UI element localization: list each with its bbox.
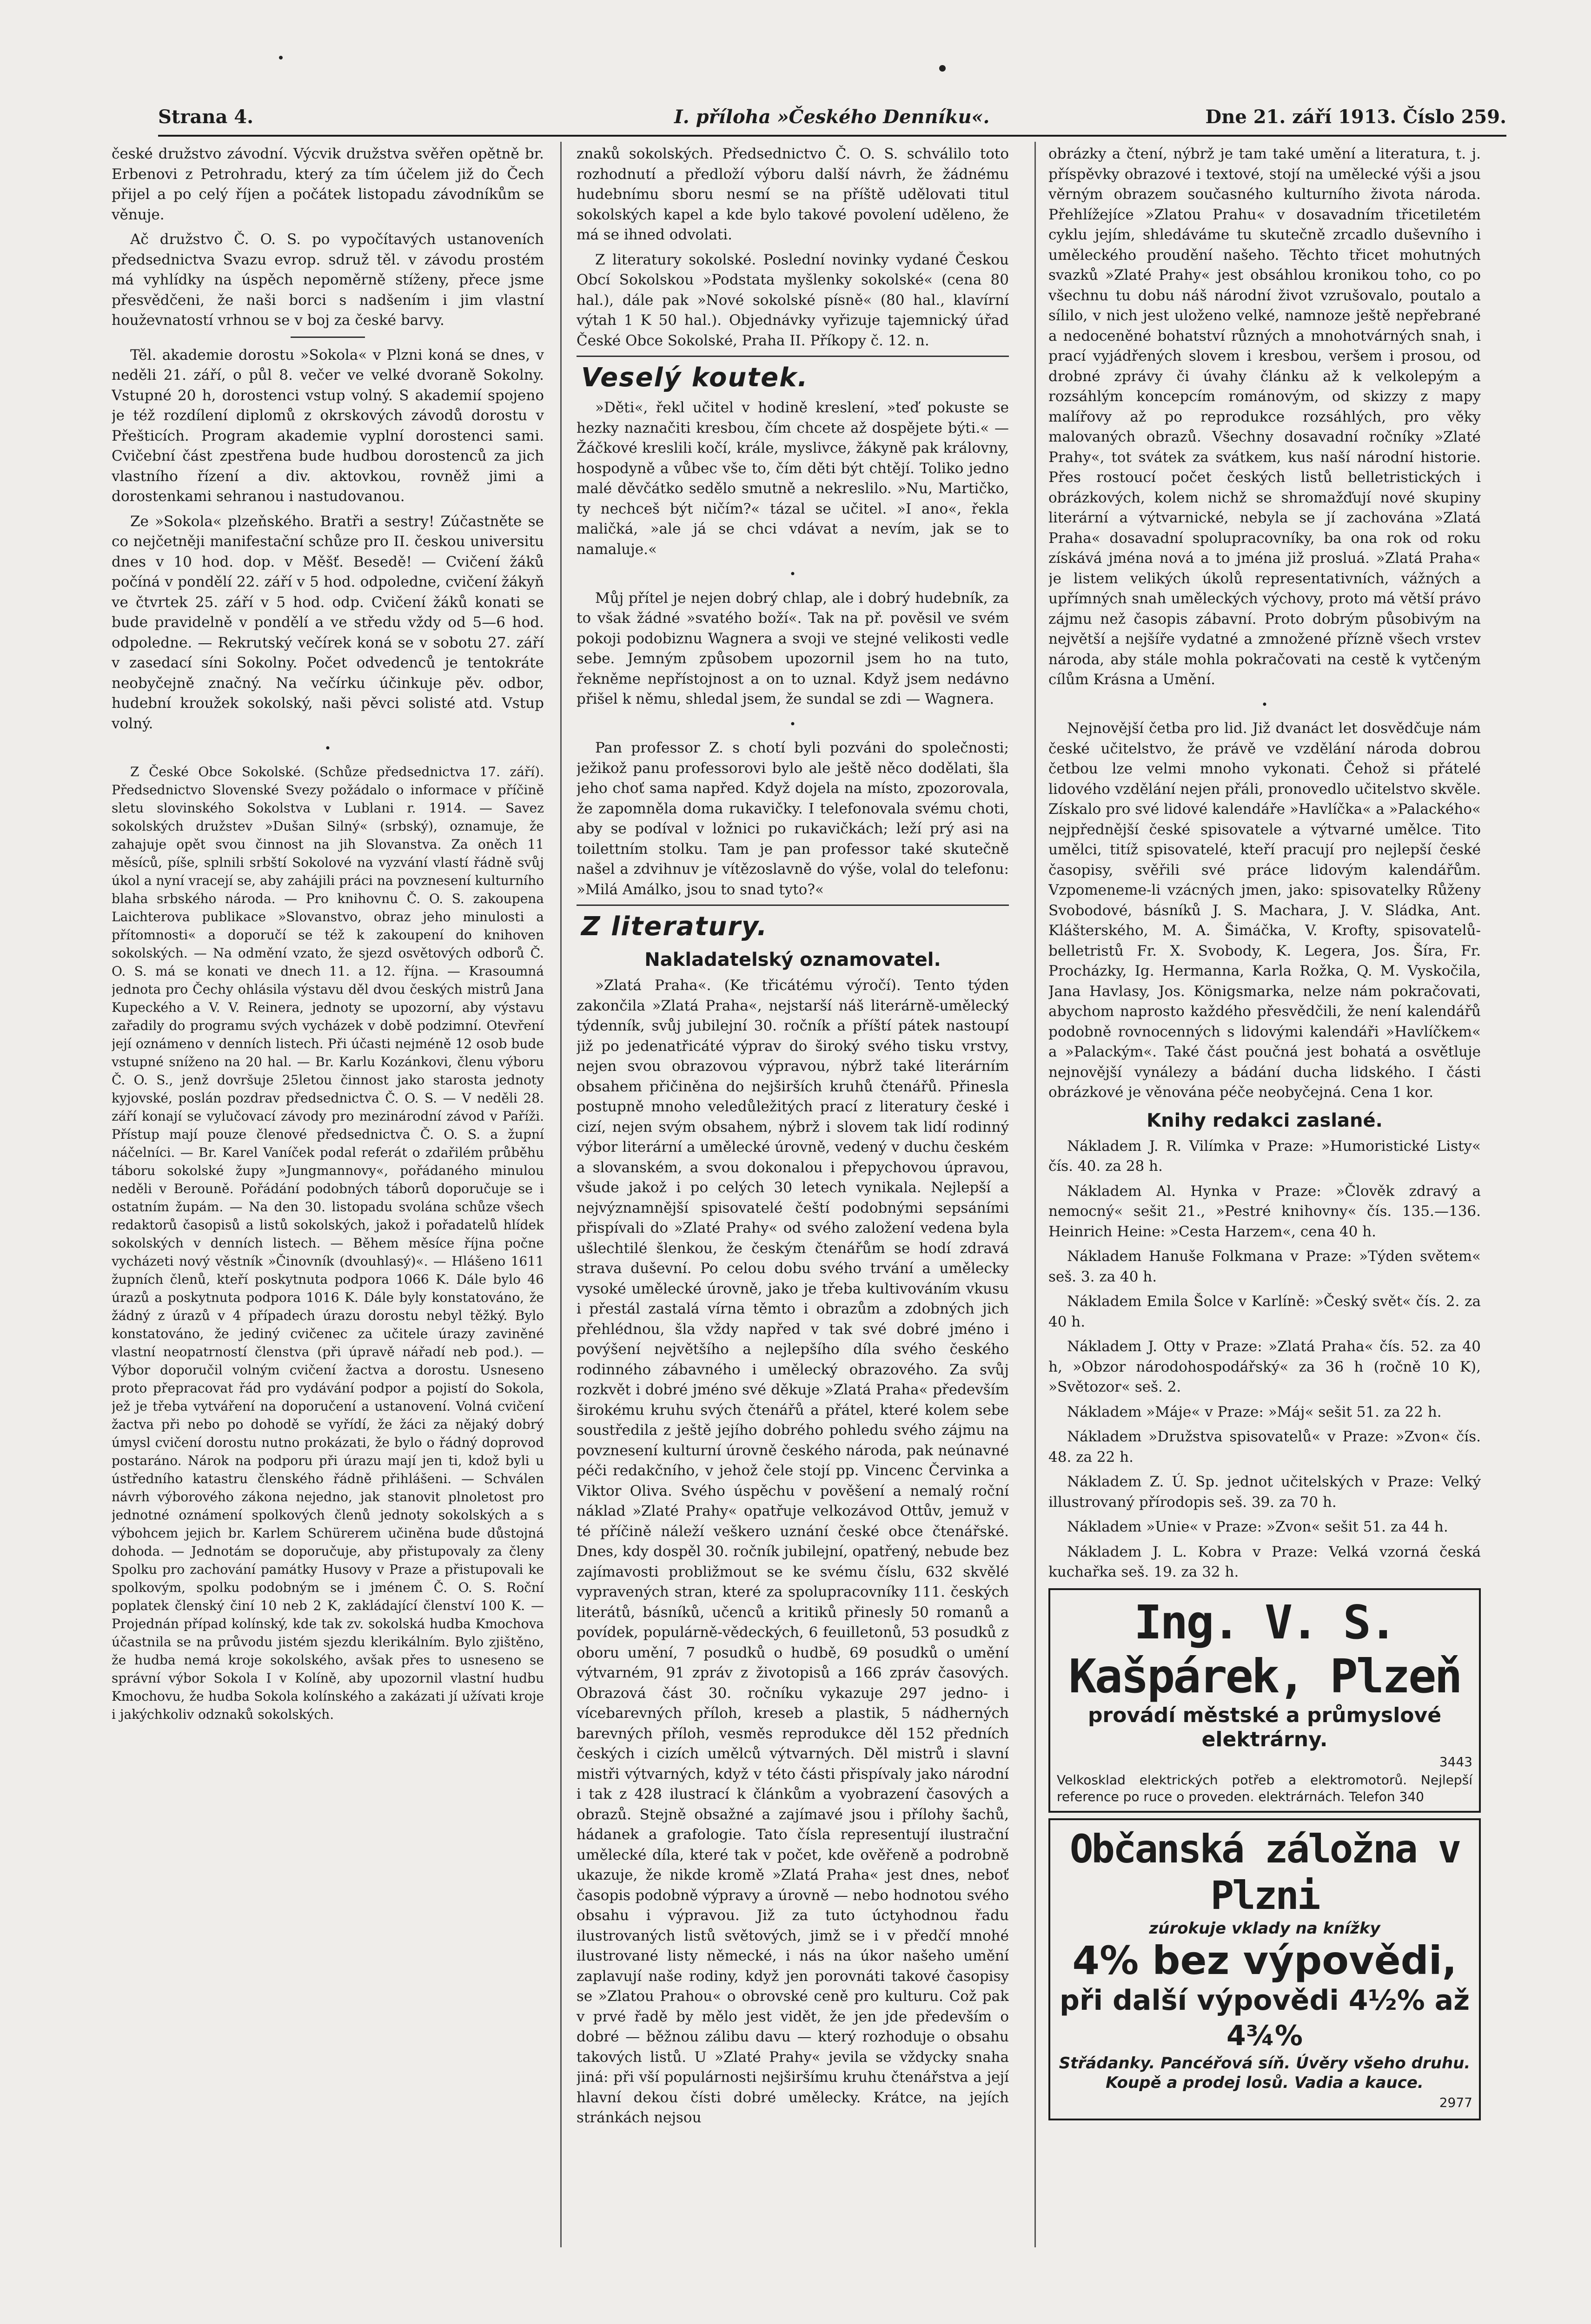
print-speck	[279, 56, 283, 59]
book-entry: Nákladem J. R. Vilímka v Praze: »Humoristické Listy« čís. 40. za 28 h.	[1048, 1137, 1481, 1175]
separator-dot: •	[789, 568, 796, 581]
separator	[291, 337, 365, 338]
separator-dot: •	[324, 742, 331, 755]
article-paragraph: obrázky a čtení, nýbrž je tam také umění a literatura, t. j. příspěvky obrazové i textové, stojí na umělecké výši a jsou věrným obrazem současného kulturního života národa. Přehlížejíce »Zlatou Prahu« v dosavadním třicetiletém cyklu jejím, shledáváme tu skutečně zrcadlo duševního i uměleckého proudění našeho. Těchto třicet mohutných svazků »Zlaté Prahy« jest obsáhlou kronikou toho, co po všechnu tu dobu náš národní život vzrušovalo, poutalo a sílilo, v nich jest uloženo velké, namnoze ještě nepřebrané a nedoceněné bohatství různých a mnohotvárných snah, i prací vyjádřených slovem i kresbou, veršem i prosou, od drobné zprávy či úvahy článku až k velkolepým a rozsáhlým koncepcím románovým, od skizzy z mapy malířovy až po reprodukce rozsáhlých, pro věky malovaných obrazů. Všechny dosavadní ročníky »Zlaté Prahy«, tot svátek za svátkem, kus naší národní historie. Přes rostoucí počet českých listů belletristických i obrázkových, kolem nichž se shromažďují nové skupiny literární a výtvarnické, nebyla se jí zachována »Zlatá Praha« dosavadní spolupracovníky, ba ona rok od roku získává jména nová a to jména již prosluá. »Zlatá Praha« je listem velikých úkolů representativních, vážných a upřímných snah uměleckých výchovy, proto má větší právo zájmu než časopis zábavní. Proto dobrým působivým na největší a nejšíře vydatné a zmnožené přízně všech vrstev národa, aby stále mohla pokračovati na cestě k vytčeným cílům Krásna a Umění.	[1048, 145, 1481, 688]
joke-paragraph: »Děti«, řekl učitel v hodině kreslení, »teď pokuste se hezky naznačiti kresbou, čím chcete až dospějete býti.« — Žáčkové kreslili kočí, krále, myslivce, žákyně pak královny, hospodyně a vůbec vše to, čím děti být chtějí. Toliko jedno malé děvčátko sedělo smutně a nekreslilo. »Nu, Martičko, ty nechceš být ničím?« tázal se učitel. »I ano«, řekla maličká, »ale já se chci vdávat a nevím, jak se to namaluje.«	[577, 399, 1009, 558]
separator-dot: •	[1261, 698, 1268, 711]
book-entry: Nákladem J. Otty v Praze: »Zlatá Praha« čís. 52. za 40 h, »Obzor národohospodářský« za 36 h (ročně 10 K), »Světozor« seš. 2.	[1048, 1338, 1481, 1395]
column-1	[112, 144, 544, 2236]
ad-line: zúrokuje vklady na knížky	[1149, 1919, 1380, 1938]
section-heading: Z literatury.	[581, 911, 768, 942]
column-divider	[1034, 142, 1036, 2247]
book-entry: Nákladem Al. Hynka v Praze: »Člověk zdravý a nemocný« sešit 21., »Pestré knihovny« čís. 135.—136. Heinrich Heine: »Cesta Harzem«, cena 40 h.	[1048, 1182, 1481, 1240]
article-paragraph: »Zlatá Praha«. (Ke třicátému výročí). Tento týden zakončila »Zlatá Praha«, nejstarší náš literárně-umělecký týdenník, svůj jubilejní 30. ročník a příští pátek nastoupí již po jedenatřicáté výprav do široký svého tisku vrstvy, nejen svou obrazovou výpravou, nýbrž také literárním obsahem přičiněna do nejširších kruhů čtenářů. Přinesla postupně mnoho veledůležitých prací z literatury české i cizí, nejen svým obsahem, nýbrž i slovem tak lidí rodinný výbor literární a umělecké úrovně, vedený v duchu českém a slovanském, a svou dokonalou i přepychovou úpravou, všude jakož i po celých 30 letech vynikala. Nejlepší a nejvýznamnější spisovatelé čeští podobnými sepsáními přispívali do »Zlaté Prahy« od svého založení vedena byla ušlechtilé šlenkou, že českým čtenářům se hodí zdravá strava duševní. Po celou dobu svého trvání a umělecky vysoké umělecké úrovně, jako je třeba kultivováním vkusu i přestál zastalá vírna těmto i obrazům a zdobných jich přehlédnou, šla vždy napřed v tak své dobré jméno i povýšení největšího a nejlepšího díla svého českého rodinného zábavného i umělecký obrazového. Za svůj rozkvět i dobré jméno své děkuje »Zlatá Praha« především širokému kruhu svých čtenářů a přátel, které kolem sebe soustředila z ještě jejího dobrého pohledu svého zájmu na povznesení kulturní úrovně českého národa, pak neúnavné péči redakčního, v jehož čele stojí pp. Vincenc Červinka a Viktor Oliva. Svého úspěchu v pověšení a nemalý roční náklad »Zlaté Prahy« opatřuje velkozávod Ottův, jemuž v té příčině náleží veškero uznání české obce čtenářské. Dnes, kdy dospěl 30. ročník jubilejní, opatřený, nebude bez zajímavosti probližmout se ke svému číslu, 632 skvělé vypravených stran, které za spolupracovníky 111. českých literátů, básníků, učenců a kritiků přinesly 50 romanů a povídek, populárně-vědeckých, 6 feuilletonů, 53 posudků z oboru umění, 7 posudků o hudbě, 69 posudků o umění výtvarném, 91 zpráv z životopisů a 166 zpráv časových. Obrazová část 30. ročníku vykazuje 297 jedno- i vícebarevných příloh, kreseb a plastik, 5 nádherných barevných příloh, vesměs reprodukce děl 152 předních českých i cizích umělců výtvarných. Děl mistrů i slavní mistři výtvarných, když v této části přispívaly jako národní i tak z 428 ilustrací k článkům a vyobrazení časových a obrazů. Stejně obsažné a zajímavé jsou i přílohy šachů, hádanek a grafologie. Tato čísla representují ilustrační umělecké díla, které tak v počet, kde ověřeně a podrobně ukazuje, že nikde kromě »Zlatá Praha« jest dnes, neboť časopis podobně výpravy a úrovně — nebo hodnotou svého obsahu i výpravou. Již za tuto úctyhodnou řadu ilustrovaných listů světových, jimž se i v předčí mnohé ilustrované listy německé, i nás na úkor našeho umění zaplavují naše rodiny, když jen porovnáti takové časopisy se »Zlatou Prahou« o obrovské ceně pro kulturu. Což pak v prvé řadě by mělo jest vidět, že jen jde především o dobré — běžnou zálibu davu — který rozhoduje o obsahu takových listů. U »Zlaté Prahy« jevila se vždycky snaha jiná: při vší populárnosti nejširšímu kruhu čtenářstva a její hlavní dekou čísti dobré umělecky. Krátce, na jejích stránkách nejsou	[577, 977, 1009, 2126]
section-heading: Veselý koutek.	[581, 363, 809, 393]
advertisement-kasparek	[1048, 1588, 1481, 1813]
article-paragraph: znaků sokolských. Předsednictvo Č. O. S. schválilo toto rozhodnutí a předloží výboru další návrh, že žádnému hudebnímu sboru nesmí se na příště udělovati titul sokolských kapel a kde bylo takové povolení uděleno, že má se ihned odvolati.	[577, 145, 1009, 243]
ad-title: Občanská záložna v Plzni	[1069, 1826, 1460, 1918]
section-subheading: Nakladatelský oznamovatel.	[644, 949, 941, 971]
ad-number: 2977	[1439, 2095, 1472, 2110]
book-entry: Nákladem Z. Ú. Sp. jednot učitelských v Praze: Velký illustrovaný přírodopis seš. 39. za 70 h.	[1048, 1473, 1481, 1511]
ad-number: 3443	[1439, 1754, 1472, 1769]
column-divider	[560, 142, 562, 2247]
book-entry: Nákladem »Máje« v Praze: »Máj« sešit 51. za 22 h.	[1067, 1403, 1442, 1420]
print-speck	[939, 65, 946, 72]
column-2	[577, 144, 1009, 2236]
article-paragraph: české družstvo závodní. Výcvik družstva svěřen opětně br. Erbenovi z Petrohradu, který za tím účelem již do Čech přijel a po celý říjen a počátek listopadu závodníkům se věnuje.	[112, 145, 544, 223]
separator	[577, 905, 1009, 906]
joke-paragraph: Můj přítel je nejen dobrý chlap, ale i dobrý hudebník, za to však žádné »svatého boží«. Tak na př. pověsil ve svém pokoji podobiznu Wagnera a svoji ve stejné velikosti vedle sebe. Jemným způsobem upozornil jsem ho na tuto, řekněme nepřístojnost a on to uznal. Když jsem nedávno přišel k němu, shledal jsem, že sundal se zdi — Wagnera.	[577, 589, 1009, 707]
book-entry: Nákladem »Družstva spisovatelů« v Praze: »Zvon« čís. 48. za 22 h.	[1048, 1428, 1481, 1466]
joke-paragraph: Pan professor Z. s chotí byli pozváni do společnosti; ježikož panu professorovi bylo ale ještě něco dodělati, šla jeho choť sama napřed. Když dojela na místo, zpozorovala, že zapomněla doma rukavičky. I telefonovala svému choti, aby se podíval v ložnici po rukavičkách; leží prý asi na toilettním stolku. Tam je pan professor také skutečně našel a zdvihnuv je vítězoslavně do výše, volal do telefonu: »Milá Amálko, jsou to snad tyto?«	[577, 739, 1009, 898]
book-entry: Nákladem Hanuše Folkmana v Praze: »Týden světem« seš. 3. za 40 h.	[1048, 1248, 1481, 1285]
separator	[577, 356, 1009, 357]
page-number: Strana 4.	[158, 106, 254, 128]
separator-dot: •	[789, 717, 796, 731]
ad-subtitle: provádí městské a průmyslové elektrárny.	[1087, 1703, 1442, 1751]
article-paragraph: Těl. akademie dorostu »Sokola« v Plzni koná se dnes, v neděli 21. září, o půl 8. večer ve velké dvoraně Sokolny. Vstupné 20 h, dorostenci vstup volný. S akademií spojeno je též rozdílení diplomů z okrskových závodů dorostu v Přešticích. Program akademie vyplní dorostenci sami. Cvičební část zpestřena bude hudbou dorostenců za jich vlastního řízení a div. aktovkou, rovněž jimi a dorostenkami sehranou i nastudovanou.	[112, 346, 544, 505]
article-paragraph: Ze »Sokola« plzeňského. Bratři a sestry! Zúčastněte se co nejčetněji manifestační schůze pro II. českou universitu dnes v 10 hod. dop. v Měšť. Besedě! — Cvičení žáků počíná v pondělí 22. září v 5 hod. odpoledne, cvičení žákyň ve čtvrtek 25. září v 5 hod. odp. Cvičení žáků konati se bude pravidelně v pondělí a ve středu vždy od 5—6 hod. odpoledne. — Rekrutský večírek koná se v sobotu 27. září v zasedací síni Sokolny. Počet odvedenců je tentokráte neobyčejně značný. Na večírku účinkuje pěv. odbor, hudební kroužek sokolský, naši pěvci solisté atd. Vstup volný.	[112, 513, 544, 732]
ad-rate-secondary: při další výpovědi 4½% až 4¾%	[1059, 1984, 1470, 2052]
supplement-title: I. příloha »Českého Denníku«.	[674, 106, 990, 128]
header-rule	[158, 135, 1506, 137]
article-paragraph: Z České Obce Sokolské. (Schůze předsednictva 17. září). Předsednictvo Slovenské Svezy požádalo o informace v příčině sletu slovinského Sokolstva v Lublani r. 1914. — Savez sokolských družstev »Dušan Silný« (srbský), oznamuje, že zahajuje opět svou činnost na jih Slovanstva. Za oněch 11 měsíců, píše, splnili srbští Sokolové na vyzvání vlastí řádně svůj úkol a nyní vracejí se, aby zahájili práci na povznesení kulturního blaha srbského národa. — Pro knihovnu Č. O. S. zakoupena Laichterova publikace »Slovanstvo, obraz jeho minulosti a přítomnosti« a doporučí se též k zakoupení do knihoven sokolských. — Na odmění vzato, že sjezd osvětových odborů Č. O. S. má se konati ve dnech 11. a 12. října. — Krasoumná jednota pro Čechy ohlásila výstavu děl dvou českých mistrů Jana Kupeckého a V. V. Reinera, jednoty se upozorní, aby výstavu zařadily do programu svých vycházek v době podzimní. Otevření její oznámeno v denních listech. Při účasti nejméně 12 osob bude vstupné sníženo na 20 hal. — Br. Karlu Kozánkovi, členu výboru Č. O. S., jenž dovršuje 25letou činnost jako starosta jednoty kyjovské, poslán pozdrav předsednictva Č. O. S. — V neděli 28. září konají se vylučovací závody pro mezinárodní závod v Paříži. Přístup mají pouze členové předsednictva Č. O. S. a župní náčelníci. — Br. Karel Vaníček podal referát o zdařilém průběhu táboru sokolské župy »Jungmannovy«, pořádaného minulou neděli v Berouně. Pořádání podobných táborů doporučuje se i ostatním župám. — Na den 30. listopadu svolána schůze všech redaktorů časopisů a listů sokolských, jakož i pořadatelů hlídek sokolských v denních listech. — Během měsíce října počne vycházeti nový věstník »Činovník (dvouhlasý)«. — Hlášeno 1611 župních členů, kteří poskytnuta podpora 1066 K. Dále bylo 46 úrazů a poskytnuta podpora 1016 K. Dále byly konstatováno, že žádný z úrazů v 4 případech úrazu dorostu nebyl těžký. Bylo konstatováno, že jediný cvičenec za učitele úrazy zaviněné vlastní neopatrností členstva (při úpravě nářadí neb pod.). — Výbor doporučil volným cvičení žactva a dorostu. Usneseno proto přepracovat řád pro vydávání podpor a pojistí do Sokola, jež je třeba vytváření na doporučení a ustanovení. Volná cvičení žactva při nebo po dohodě se vyřídí, že žáci za nějaký dobrý úmysl cvičení dorostu nutno prokázati, že bylo o řádný doprovod postaráno. Nárok na podporu při úrazu mají jen ti, kdož byli u ústředního katastru členského řádně přihlášeni. — Schválen návrh výborového zákona nejedno, jak stanovit plnoletost pro jednotné oznámení spolkových členů jednoty sokolských a s výbohcem jejich br. Karlem Schürerem učiněna bude důstojná dohoda. — Jednotám se doporučuje, aby přistupovaly za členy Spolku pro zachování památky Husovy v Praze a přistupovali ke spolkovým, spolku podobným se i jménem Č. O. S. Roční poplatek členský činí 10 neb 2 K, zakládající členství 100 K. — Projednán případ kolínský, kde tak zv. sokolská hudba Kmochova účastnila se na průvodu jistém sjezdu klerikálním. Bylo zjištěno, že hudba nemá kroje sokolského, avšak přes to usneseno se správní výbor Sokola I v Kolíně, aby upozornil vlastní hudbu Kmochovu, že hudba Sokola kolínského a zakázati jí užívati kroje i jakýchkoliv odznaků sokolských.	[112, 764, 544, 1722]
page-header	[158, 103, 1506, 136]
ad-text: Velkosklad elektrických potřeb a elektromotorů. Nejlepší reference po ruce o proveden. elektrárnách. Telefon 340	[1057, 1772, 1472, 1804]
book-entry: Nákladem »Unie« v Praze: »Zvon« sešit 51. za 44 h.	[1067, 1519, 1448, 1535]
book-entry: Nákladem Emila Šolce v Karlíně: »Český svět« čís. 2. za 40 h.	[1048, 1293, 1481, 1330]
issue-date: Dne 21. září 1913. Číslo 259.	[1205, 106, 1506, 128]
section-heading: Knihy redakci zaslané.	[1147, 1109, 1383, 1131]
article-paragraph: Nejnovější četba pro lid. Již dvanáct let dosvědčuje nám české učitelstvo, že právě ve vzdělání národa dobrou četbou lze velmi mnoho vykonati. Čehož si přátelé lidového vzdělání nejen přáli, pronovedlo učitelstvo skvěle. Získalo pro své lidové kalendáře »Havlíčka« a »Palackého« nejpřednější české spisovatele a výtvarné umělce. Tito umělci, titíž spisovatelé, kteří pracují pro nejlepší české časopisy, svěřili své práce lidovým kalendářům. Vzpomeneme-li vzácných jmen, jako: spisovatelky Růženy Svobodové, básníků J. S. Machara, J. V. Sládka, Ant. Klášterského, M. A. Šimáčka, V. Krofty, spisovatelů-belletristů Fr. X. Svobody, K. Legera, Jos. Šíra, Fr. Procházky, Ig. Hermanna, Karla Rožka, Q. M. Vyskočila, Jana Havlasy, Jos. Königsmarka, nelze nám pokračovati, abychom naprosto každého přesvědčili, že není kalendářů podobně rovnocenných s lidovými kalendáři »Havlíčkem« a »Palackým«. Také část poučná jest bohatá a osvětluje nejnovější vynálezy a bádání ducha lidského. I části obrázkové je věnována péče neobyčejná. Cena 1 kor.	[1048, 720, 1481, 1101]
book-entry: Nákladem J. L. Kobra v Praze: Velká vzorná česká kuchařka seš. 19. za 32 h.	[1048, 1543, 1481, 1580]
ad-title: Ing. V. S. Kašpárek, Plzeň	[1068, 1595, 1461, 1703]
column-3	[1048, 144, 1481, 2236]
ad-line: Střádanky. Pancéřová síň. Úvěry všeho druhu. Koupě a prodej losů. Vadia a kauce.	[1059, 2054, 1471, 2092]
article-paragraph: Ač družstvo Č. O. S. po vypočítavých ustanoveních předsednictva Svazu evrop. sdruž těl. v závodu prostém má vyhlídky na úspěch nepoměrně stíženy, přece jsme přesvědčeni, že naši borci s nadšením i jim vlastní houževnatostí vrhnou se v boj za české barvy.	[112, 231, 544, 329]
ad-rate: 4% bez výpovědi,	[1072, 1938, 1457, 1983]
advertisement-zalozna	[1048, 1818, 1481, 2120]
article-paragraph: Z literatury sokolské. Poslední novinky vydané Českou Obcí Sokolskou »Podstata myšlenky sokolské« (cena 80 hal.), dále pak »Nové sokolské písně« (80 hal., klavírní výtah 1 K 50 hal.). Objednávky vyřizuje tajemnický úřad České Obce Sokolské, Praha II. Příkopy č. 12. n.	[577, 251, 1009, 349]
